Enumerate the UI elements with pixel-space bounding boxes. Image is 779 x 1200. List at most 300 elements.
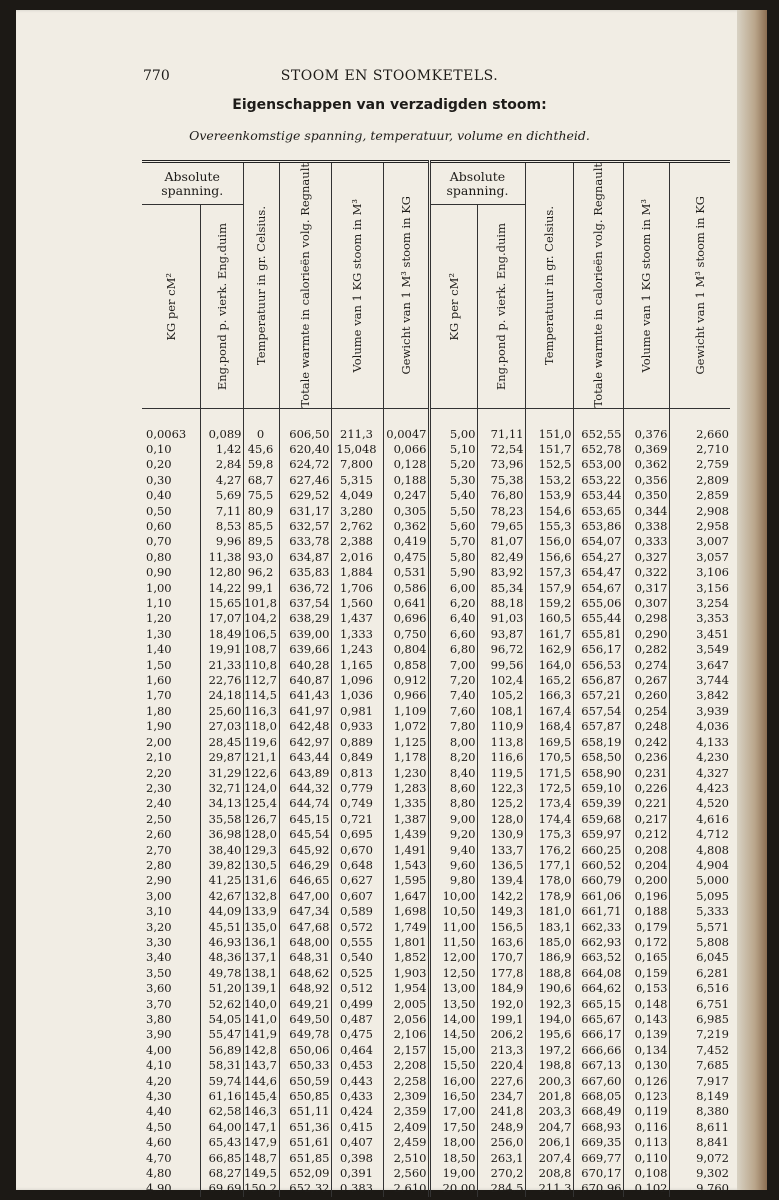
cell-kg-left: 2,40 — [142, 796, 200, 811]
cell-volume-right: 0,376 — [623, 408, 669, 442]
table-row — [142, 688, 730, 703]
cell-warmte-left: 632,57 — [279, 519, 331, 534]
cell-kg-left: 4,30 — [142, 1089, 200, 1104]
cell-kg-right: 7,20 — [429, 673, 477, 688]
cell-warmte-right: 655,06 — [573, 596, 623, 611]
cell-warmte-right: 656,17 — [573, 642, 623, 657]
header-kg-right: KG per cM² — [429, 205, 477, 408]
cell-gewicht-right: 7,219 — [696, 1027, 729, 1042]
cell-gewicht-left: 2,359 — [383, 1104, 429, 1119]
table-row — [142, 473, 730, 488]
cell-kg-right: 5,40 — [429, 488, 477, 503]
cell-kg-right: 20,00 — [429, 1181, 477, 1196]
cell-volume-right: 0,338 — [623, 519, 669, 534]
cell-gewicht-right: 3,647 — [696, 657, 729, 672]
cell-temp-left: 136,1 — [243, 935, 279, 950]
cell-kg-left: 0,0063 — [142, 408, 200, 442]
cell-kg-left: 0,10 — [142, 442, 200, 457]
cell-warmte-right: 657,21 — [573, 688, 623, 703]
cell-engpond-right: 82,49 — [477, 550, 525, 565]
cell-engpond-right: 133,7 — [477, 843, 525, 858]
cell-warmte-left: 651,85 — [279, 1151, 331, 1166]
cell-temp-right: 157,9 — [525, 581, 573, 596]
cell-gewicht-left: 0,804 — [383, 642, 429, 657]
cell-warmte-left: 624,72 — [279, 457, 331, 472]
cell-engpond-left: 62,58 — [200, 1104, 243, 1119]
cell-warmte-right: 656,53 — [573, 658, 623, 673]
cell-volume-left: 0,749 — [331, 796, 383, 811]
cell-temp-left: 135,0 — [243, 920, 279, 935]
cell-gewicht-right: 6,985 — [696, 1012, 729, 1026]
cell-engpond-right: 71,11 — [477, 408, 525, 442]
cell-gewicht-left: 0,531 — [383, 565, 429, 580]
cell-engpond-right: 130,9 — [477, 827, 525, 842]
cell-volume-right: 0,344 — [623, 504, 669, 519]
cell-temp-right: 178,9 — [525, 889, 573, 904]
cell-engpond-left: 0,089 — [200, 408, 243, 442]
cell-kg-left: 1,60 — [142, 673, 200, 688]
cell-gewicht-left: 0,641 — [383, 596, 429, 611]
table-row — [142, 766, 730, 781]
cell-warmte-right: 653,44 — [573, 488, 623, 503]
cell-volume-left: 0,464 — [331, 1043, 383, 1058]
cell-volume-left: 1,096 — [331, 673, 383, 688]
cell-kg-right: 6,60 — [429, 627, 477, 642]
cell-temp-left: 112,7 — [243, 673, 279, 688]
cell-engpond-right: 136,5 — [477, 858, 525, 873]
cell-warmte-left: 635,83 — [279, 565, 331, 580]
cell-gewicht-left: 1,749 — [383, 920, 429, 935]
cell-kg-left: 1,10 — [142, 596, 200, 611]
cell-engpond-left: 39,82 — [200, 858, 243, 873]
cell-volume-left: 2,016 — [331, 550, 383, 565]
cell-kg-right: 5,80 — [429, 550, 477, 565]
cell-temp-right: 162,9 — [525, 642, 573, 657]
cell-engpond-right: 99,56 — [477, 658, 525, 673]
cell-gewicht-right: 7,452 — [696, 1042, 729, 1057]
cell-warmte-left: 649,50 — [279, 1012, 331, 1027]
cell-temp-right: 168,4 — [525, 719, 573, 734]
cell-warmte-right: 660,25 — [573, 843, 623, 858]
cell-volume-right: 0,126 — [623, 1074, 669, 1089]
table-row — [142, 1104, 730, 1119]
cell-temp-right: 155,3 — [525, 519, 573, 534]
cell-warmte-left: 651,61 — [279, 1135, 331, 1150]
cell-gewicht-right: 3,744 — [696, 673, 729, 688]
cell-engpond-right: 76,80 — [477, 488, 525, 503]
cell-engpond-left: 28,45 — [200, 735, 243, 750]
cell-warmte-left: 647,34 — [279, 904, 331, 919]
cell-engpond-left: 4,27 — [200, 473, 243, 488]
cell-gewicht-left: 1,335 — [383, 796, 429, 811]
cell-kg-right: 13,50 — [429, 997, 477, 1012]
cell-temp-left: 96,2 — [243, 565, 279, 580]
header-kg-left: KG per cM² — [142, 205, 200, 408]
cell-kg-right: 9,20 — [429, 827, 477, 842]
cell-temp-left: 0 — [243, 408, 279, 442]
cell-temp-right: 177,1 — [525, 858, 573, 873]
cell-engpond-left: 56,89 — [200, 1043, 243, 1058]
cell-volume-left: 0,499 — [331, 997, 383, 1012]
cell-volume-left: 4,049 — [331, 488, 383, 503]
cell-temp-left: 75,5 — [243, 488, 279, 503]
cell-warmte-left: 641,43 — [279, 688, 331, 703]
cell-engpond-left: 24,18 — [200, 688, 243, 703]
table-row — [142, 1012, 730, 1027]
cell-warmte-left: 642,97 — [279, 735, 331, 750]
cell-temp-right: 154,6 — [525, 504, 573, 519]
cell-warmte-left: 649,21 — [279, 997, 331, 1012]
cell-temp-right: 169,5 — [525, 735, 573, 750]
cell-gewicht-left: 0,188 — [383, 473, 429, 488]
cell-kg-left: 2,50 — [142, 812, 200, 827]
table-row — [142, 1043, 730, 1058]
cell-volume-left: 0,433 — [331, 1089, 383, 1104]
cell-warmte-right: 654,67 — [573, 581, 623, 596]
cell-warmte-left: 650,33 — [279, 1058, 331, 1073]
cell-gewicht-right: 6,045 — [696, 950, 729, 965]
cell-kg-left: 2,80 — [142, 858, 200, 873]
header-engpond-left: Eng.pond p. vierk. Eng.duim — [200, 205, 243, 408]
table-row — [142, 904, 730, 919]
header-volume-left: Volume van 1 KG stoom in M³ — [331, 162, 383, 409]
cell-warmte-left: 633,78 — [279, 534, 331, 549]
cell-warmte-right: 659,39 — [573, 796, 623, 811]
cell-engpond-left: 7,11 — [200, 504, 243, 519]
cell-volume-right: 0,123 — [623, 1089, 669, 1104]
cell-temp-left: 104,2 — [243, 611, 279, 626]
cell-volume-right: 0,212 — [623, 827, 669, 842]
cell-engpond-left: 64,00 — [200, 1120, 243, 1135]
cell-engpond-left: 12,80 — [200, 565, 243, 580]
cell-engpond-left: 55,47 — [200, 1027, 243, 1042]
cell-engpond-left: 68,27 — [200, 1166, 243, 1181]
cell-engpond-right: 248,9 — [477, 1120, 525, 1135]
cell-gewicht-right: 9,760 — [696, 1181, 729, 1196]
header-temperature-right: Temperatuur in gr. Celsius. — [525, 162, 573, 409]
cell-warmte-right: 660,79 — [573, 873, 623, 888]
cell-gewicht-right: 6,281 — [696, 965, 729, 980]
table-row — [142, 1151, 730, 1166]
cell-kg-right: 12,50 — [429, 966, 477, 981]
cell-gewicht-right: 9,302 — [696, 1166, 729, 1181]
cell-gewicht-left: 1,072 — [383, 719, 429, 734]
cell-temp-left: 145,4 — [243, 1089, 279, 1104]
cell-gewicht-left: 1,178 — [383, 750, 429, 765]
cell-volume-right: 0,333 — [623, 534, 669, 549]
cell-gewicht-left: 1,595 — [383, 873, 429, 888]
table-row — [142, 1089, 730, 1104]
cell-temp-right: 208,8 — [525, 1166, 573, 1181]
cell-engpond-left: 17,07 — [200, 611, 243, 626]
cell-volume-left: 0,415 — [331, 1120, 383, 1135]
cell-kg-right: 7,40 — [429, 688, 477, 703]
cell-volume-left: 1,706 — [331, 581, 383, 596]
cell-gewicht-right: 3,007 — [696, 534, 729, 549]
cell-volume-right: 0,221 — [623, 796, 669, 811]
cell-gewicht-right: 2,660 — [696, 426, 729, 441]
cell-temp-right: 206,1 — [525, 1135, 573, 1150]
cell-kg-left: 2,70 — [142, 843, 200, 858]
cell-engpond-right: 270,2 — [477, 1166, 525, 1181]
cell-kg-right: 5,50 — [429, 504, 477, 519]
cell-temp-right: 172,5 — [525, 781, 573, 796]
cell-engpond-right: 102,4 — [477, 673, 525, 688]
cell-temp-left: 93,0 — [243, 550, 279, 565]
cell-volume-right: 0,307 — [623, 596, 669, 611]
cell-engpond-right: 105,2 — [477, 688, 525, 703]
cell-kg-left: 3,50 — [142, 966, 200, 981]
cell-temp-left: 147,9 — [243, 1135, 279, 1150]
cell-warmte-left: 643,44 — [279, 750, 331, 765]
cell-kg-right: 5,20 — [429, 457, 477, 472]
table-row — [142, 750, 730, 765]
cell-temp-right: 203,3 — [525, 1104, 573, 1119]
table-row — [142, 1027, 730, 1042]
table-row — [142, 719, 730, 734]
cell-temp-left: 119,6 — [243, 735, 279, 750]
cell-kg-right: 8,40 — [429, 766, 477, 781]
cell-warmte-right: 666,17 — [573, 1027, 623, 1042]
cell-temp-left: 89,5 — [243, 534, 279, 549]
cell-warmte-left: 652,32 — [279, 1181, 331, 1196]
cell-engpond-left: 48,36 — [200, 950, 243, 965]
cell-gewicht-left: 2,610 — [383, 1181, 429, 1196]
cell-kg-right: 5,60 — [429, 519, 477, 534]
cell-temp-left: 80,9 — [243, 504, 279, 519]
table-row — [142, 1120, 730, 1135]
cell-warmte-right: 668,49 — [573, 1104, 623, 1119]
cell-temp-right: 207,4 — [525, 1151, 573, 1166]
table-row — [142, 935, 730, 950]
cell-temp-right: 151,7 — [525, 442, 573, 457]
cell-warmte-right: 652,78 — [573, 442, 623, 457]
cell-warmte-left: 642,48 — [279, 719, 331, 734]
cell-gewicht-right: 2,958 — [696, 519, 729, 533]
cell-gewicht-left: 1,283 — [383, 781, 429, 796]
cell-gewicht-left: 2,258 — [383, 1074, 429, 1089]
cell-gewicht-right: 4,712 — [696, 827, 729, 842]
cell-kg-left: 1,50 — [142, 658, 200, 673]
cell-engpond-left: 49,78 — [200, 966, 243, 981]
cell-volume-left: 0,889 — [331, 735, 383, 750]
cell-engpond-right: 122,3 — [477, 781, 525, 796]
cell-volume-left: 0,648 — [331, 858, 383, 873]
cell-engpond-right: 170,7 — [477, 950, 525, 965]
cell-temp-right: 153,9 — [525, 488, 573, 503]
cell-engpond-left: 18,49 — [200, 627, 243, 642]
table-row — [142, 442, 730, 457]
cell-temp-right: 198,8 — [525, 1058, 573, 1073]
cell-temp-right: 173,4 — [525, 796, 573, 811]
cell-temp-left: 142,8 — [243, 1043, 279, 1058]
cell-volume-right: 0,327 — [623, 550, 669, 565]
table-row — [142, 873, 730, 888]
cell-kg-left: 0,50 — [142, 504, 200, 519]
cell-gewicht-left: 0,858 — [383, 658, 429, 673]
cell-gewicht-left: 2,106 — [383, 1027, 429, 1042]
cell-warmte-right: 670,17 — [573, 1166, 623, 1181]
cell-kg-left: 1,20 — [142, 611, 200, 626]
cell-temp-right: 171,5 — [525, 766, 573, 781]
cell-engpond-left: 51,20 — [200, 981, 243, 996]
header-weight-left: Gewicht van 1 M³ stoom in KG — [383, 162, 429, 409]
cell-temp-left: 141,0 — [243, 1012, 279, 1027]
table-row — [142, 550, 730, 565]
cell-temp-right: 194,0 — [525, 1012, 573, 1027]
cell-kg-left: 2,20 — [142, 766, 200, 781]
cell-engpond-right: 220,4 — [477, 1058, 525, 1073]
cell-kg-right: 8,80 — [429, 796, 477, 811]
cell-temp-left: 45,6 — [243, 442, 279, 457]
cell-gewicht-left: 1,801 — [383, 935, 429, 950]
cell-warmte-right: 664,08 — [573, 966, 623, 981]
cell-gewicht-left: 1,543 — [383, 858, 429, 873]
cell-temp-left: 108,7 — [243, 642, 279, 657]
cell-kg-right: 7,80 — [429, 719, 477, 734]
cell-temp-right: 176,2 — [525, 843, 573, 858]
cell-engpond-right: 128,0 — [477, 812, 525, 827]
cell-warmte-right: 670,96 — [573, 1181, 623, 1196]
cell-engpond-right: 73,96 — [477, 457, 525, 472]
header-total-heat-left: Totale warmte in calorieën volg. Regnault — [279, 162, 331, 409]
cell-gewicht-right: 3,057 — [696, 549, 729, 564]
cell-warmte-right: 664,62 — [573, 981, 623, 996]
table-row — [142, 950, 730, 965]
cell-temp-right: 156,0 — [525, 534, 573, 549]
table-row — [142, 673, 730, 688]
cell-warmte-left: 646,29 — [279, 858, 331, 873]
cell-warmte-left: 647,68 — [279, 920, 331, 935]
cell-warmte-left: 647,00 — [279, 889, 331, 904]
cell-engpond-left: 65,43 — [200, 1135, 243, 1150]
cell-volume-right: 0,200 — [623, 873, 669, 888]
cell-warmte-left: 638,29 — [279, 611, 331, 626]
cell-volume-left: 0,525 — [331, 966, 383, 981]
cell-temp-right: 185,0 — [525, 935, 573, 950]
cell-engpond-right: 206,2 — [477, 1027, 525, 1042]
cell-kg-left: 3,10 — [142, 904, 200, 919]
cell-volume-right: 0,134 — [623, 1043, 669, 1058]
cell-kg-left: 2,10 — [142, 750, 200, 765]
cell-volume-left: 7,800 — [331, 457, 383, 472]
cell-gewicht-right: 4,520 — [696, 796, 729, 811]
cell-gewicht-right: 5,000 — [696, 873, 729, 888]
cell-temp-right: 152,5 — [525, 457, 573, 472]
cell-temp-left: 110,8 — [243, 658, 279, 673]
cell-volume-right: 0,179 — [623, 920, 669, 935]
cell-kg-left: 3,30 — [142, 935, 200, 950]
cell-volume-right: 0,143 — [623, 1012, 669, 1027]
cell-warmte-right: 653,65 — [573, 504, 623, 519]
cell-gewicht-right: 3,939 — [696, 703, 729, 718]
cell-kg-left: 3,70 — [142, 997, 200, 1012]
cell-temp-right: 159,2 — [525, 596, 573, 611]
cell-volume-left: 0,695 — [331, 827, 383, 842]
cell-warmte-right: 663,52 — [573, 950, 623, 965]
cell-temp-left: 137,1 — [243, 950, 279, 965]
cell-warmte-left: 651,36 — [279, 1120, 331, 1135]
cell-kg-left: 0,70 — [142, 534, 200, 549]
cell-kg-right: 15,50 — [429, 1058, 477, 1073]
cell-gewicht-left: 0,247 — [383, 488, 429, 503]
table-row — [142, 519, 730, 534]
cell-temp-left: 121,1 — [243, 750, 279, 765]
table-row — [142, 735, 730, 750]
cell-warmte-right: 661,06 — [573, 889, 623, 904]
cell-gewicht-left: 2,459 — [383, 1135, 429, 1150]
cell-gewicht-right: 4,904 — [696, 857, 729, 872]
cell-warmte-right: 653,22 — [573, 473, 623, 488]
cell-engpond-right: 116,6 — [477, 750, 525, 765]
cell-gewicht-right: 2,710 — [696, 441, 729, 456]
cell-kg-right: 5,00 — [429, 408, 477, 442]
header-temperature-left: Temperatuur in gr. Celsius. — [243, 162, 279, 409]
cell-volume-left: 2,388 — [331, 534, 383, 549]
header-total-heat-right: Totale warmte in calorieën volg. Regnault — [573, 162, 623, 409]
cell-engpond-right: 113,8 — [477, 735, 525, 750]
cell-engpond-left: 31,29 — [200, 766, 243, 781]
cell-kg-left: 4,80 — [142, 1166, 200, 1181]
cell-engpond-right: 227,6 — [477, 1074, 525, 1089]
cell-gewicht-right: 3,842 — [696, 688, 729, 703]
table-title: Eigenschappen van verzadigden stoom: — [232, 97, 547, 113]
cell-kg-left: 3,90 — [142, 1027, 200, 1042]
cell-warmte-right: 658,19 — [573, 735, 623, 750]
cell-volume-right: 0,130 — [623, 1058, 669, 1073]
cell-gewicht-right: 3,106 — [696, 565, 729, 580]
cell-engpond-right: 192,0 — [477, 997, 525, 1012]
cell-gewicht-left: 1,439 — [383, 827, 429, 842]
cell-gewicht-right: 3,353 — [696, 611, 729, 626]
cell-temp-left: 114,5 — [243, 688, 279, 703]
table-row — [142, 827, 730, 842]
cell-engpond-right: 93,87 — [477, 627, 525, 642]
table-row — [142, 704, 730, 719]
cell-gewicht-left: 1,903 — [383, 966, 429, 981]
cell-kg-left: 0,90 — [142, 565, 200, 580]
cell-temp-left: 138,1 — [243, 966, 279, 981]
cell-engpond-left: 58,31 — [200, 1058, 243, 1073]
cell-volume-left: 0,670 — [331, 843, 383, 858]
cell-engpond-right: 213,3 — [477, 1043, 525, 1058]
cell-volume-left: 2,762 — [331, 519, 383, 534]
cell-volume-left: 0,813 — [331, 766, 383, 781]
cell-gewicht-left: 2,157 — [383, 1043, 429, 1058]
cell-gewicht-left: 1,698 — [383, 904, 429, 919]
cell-engpond-right: 85,34 — [477, 581, 525, 596]
cell-gewicht-right: 4,133 — [696, 734, 729, 749]
cell-warmte-left: 620,40 — [279, 442, 331, 457]
cell-engpond-right: 88,18 — [477, 596, 525, 611]
cell-temp-right: 165,2 — [525, 673, 573, 688]
cell-temp-left: 124,0 — [243, 781, 279, 796]
cell-engpond-right: 91,03 — [477, 611, 525, 626]
cell-kg-right: 11,50 — [429, 935, 477, 950]
cell-engpond-left: 19,91 — [200, 642, 243, 657]
cell-warmte-right: 655,81 — [573, 627, 623, 642]
running-title: STOOM EN STOOMKETELS. — [280, 68, 499, 84]
cell-kg-left: 1,30 — [142, 627, 200, 642]
cell-kg-right: 9,80 — [429, 873, 477, 888]
cell-engpond-left: 35,58 — [200, 812, 243, 827]
cell-warmte-right: 669,35 — [573, 1135, 623, 1150]
table-row — [142, 1166, 730, 1181]
cell-kg-right: 16,50 — [429, 1089, 477, 1104]
cell-gewicht-left: 2,510 — [383, 1151, 429, 1166]
cell-volume-left: 0,933 — [331, 719, 383, 734]
cell-warmte-right: 662,93 — [573, 935, 623, 950]
